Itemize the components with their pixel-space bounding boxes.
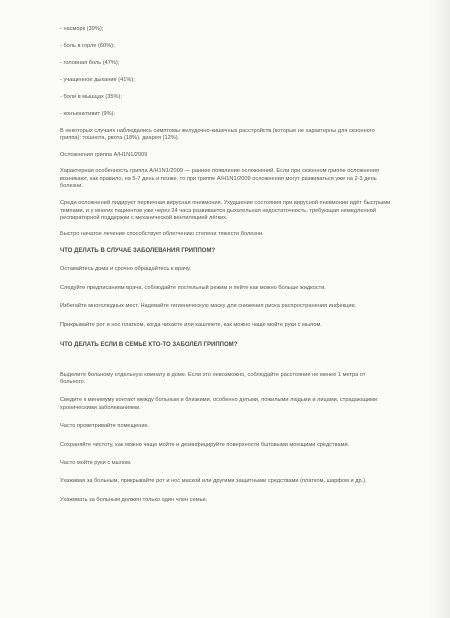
pneumonia-paragraph: Среди осложнений лидирует первичная вирусная пневмония. Ухудшение состояния при вирусной пневмонии идёт быстрыми темпами, и у многих пациентов уже через 24 часа развивается дыхательная недостаточность, требующая немедленной респираторной поддержки с механической вентиляцией лёгких. (60, 200, 391, 222)
gastro-paragraph: В некоторых случаях наблюдались симптомы желудочно-кишечных расстройств (которые не характерны для сезонного гриппа): тошнота, рвота (18%), диарея (12%). (60, 128, 375, 142)
advice-item: Прикрывайте рот и нос платком, когда чихаете или кашляете, как можно чаще мойте руки с мылом. (60, 321, 322, 328)
section-title-illness: ЧТО ДЕЛАТЬ В СЛУЧАЕ ЗАБОЛЕВАНИЯ ГРИППОМ? (60, 248, 216, 255)
complications-title: Осложнения гриппа A/H1N1/2009 (60, 151, 148, 158)
complications-paragraph: Характерная особенность гриппа A/H1N1/2009 — раннее появление осложнений. Если при сезонном гриппе осложнения возникают, как правило, на 5-7 день и позже, то при гриппе A/H1N1/2009 осложнения могут развиваться уже на 2-3 день болезни. (60, 168, 379, 190)
symptom-list (60, 26, 392, 118)
advice-item: Избегайте многолюдных мест. Надевайте гигиеническую маску для снижения риска распространения инфекции. (60, 303, 357, 310)
symptom-item: - головная боль (47%); (60, 60, 120, 66)
family-advice-item: Часто мойте руки с мылом. (60, 459, 132, 466)
family-advice-item: Сведите к минимуму контакт между больным и близкими, особенно детьми, пожилыми людьми и лицами, страдающими хроническими заболеваниями. (60, 397, 378, 411)
family-advice-item: Ухаживать за больным должен только один член семьи. (60, 496, 208, 503)
symptom-item: - боль в горле (60%); (60, 43, 115, 49)
symptom-item: - учащенное дыхание (41%); (60, 77, 135, 83)
family-advice-item: Ухаживая за больным, прикрывайте рот и нос маской или другими защитными средствами (платком, шарфом и др.). (60, 478, 367, 485)
scan-edge-shadow (428, 0, 450, 618)
symptom-item: - конъюнктивит (9%). (60, 111, 116, 117)
advice-item: Оставайтесь дома и срочно обращайтесь к врачу. (60, 266, 191, 273)
treatment-paragraph: Быстро начатое лечение способствует облегчению степени тяжести болезни. (60, 230, 264, 237)
symptom-item: - боли в мышцах (35%); (60, 94, 123, 100)
section-title-family: ЧТО ДЕЛАТЬ ЕСЛИ В СЕМЬЕ КТО-ТО ЗАБОЛЕЛ ГРИППОМ? (60, 342, 238, 349)
family-advice-item: Часто проветривайте помещение. (60, 423, 150, 430)
family-advice-item: Выделите больному отдельную комнату в доме. Если это невозможно, соблюдайте расстояние не менее 1 метра от больного. (60, 371, 366, 385)
family-advice-item: Сохраняйте чистоту, как можно чаще мойте и дезинфицируйте поверхности бытовыми моющими средствами. (60, 441, 350, 448)
symptom-item: - насморк (39%); (60, 26, 104, 32)
advice-item: Следуйте предписаниям врача, соблюдайте постельный режим и пейте как можно больше жидкости. (60, 284, 326, 291)
